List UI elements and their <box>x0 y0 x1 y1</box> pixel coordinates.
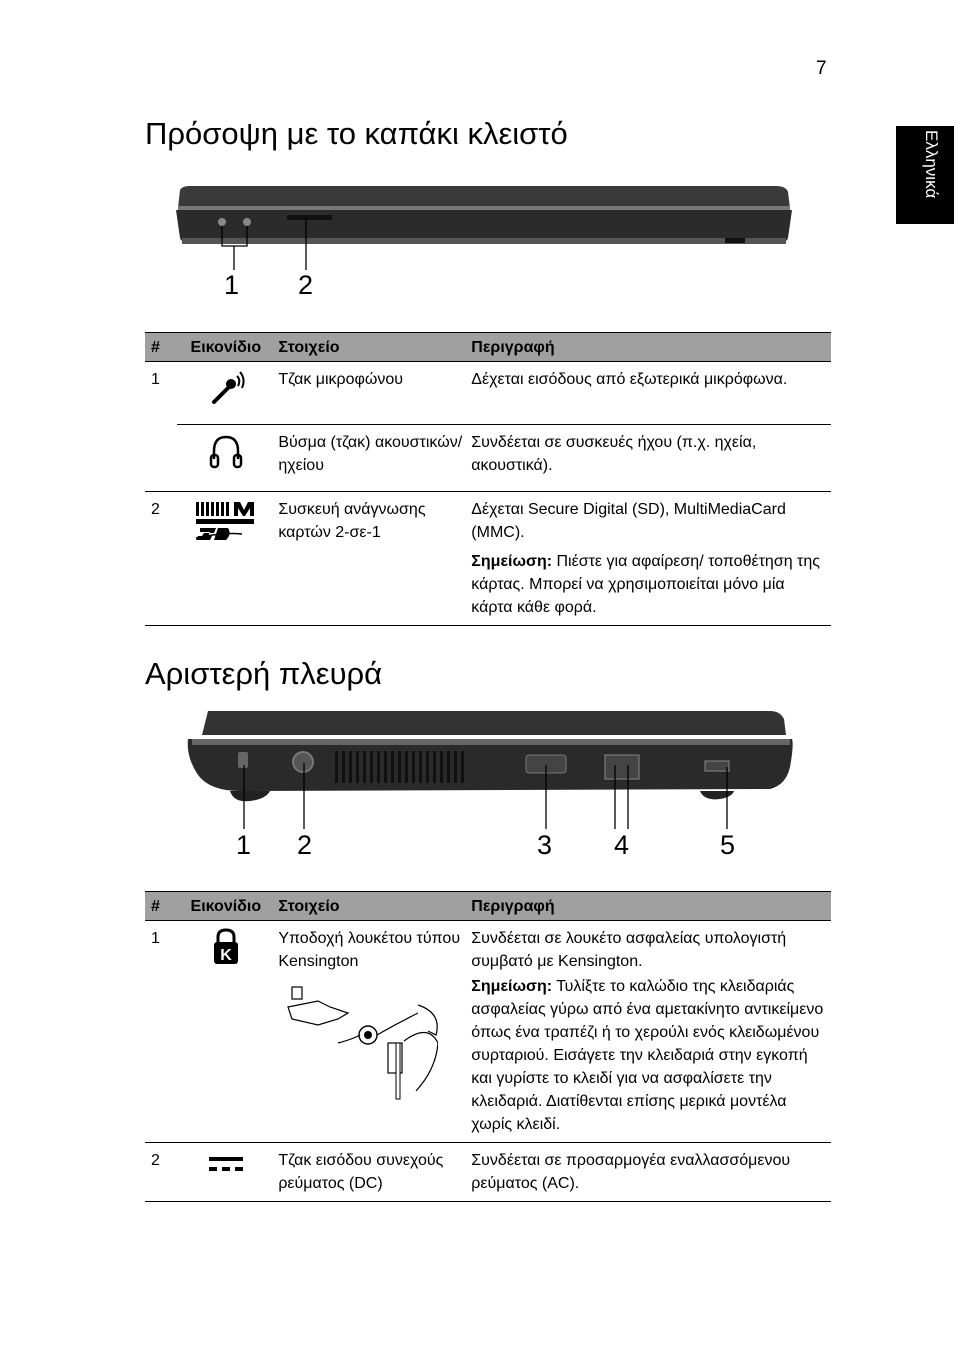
col-header-item: Στοιχείο <box>274 892 467 921</box>
kensington-lock-icon <box>208 927 244 967</box>
desc-cell: Δέχεται Secure Digital (SD), MultiMediaCard (MMC). <box>471 501 786 541</box>
page-number: 7 <box>816 58 827 79</box>
desc-cell: Συνδέεται σε προσαρμογέα εναλλασσόμενου ρεύματος (AC). <box>467 1143 831 1202</box>
table-row: 1 K Υποδοχή λουκέτου τύπου Kensington Συνδέεται σε λουκέτο ασφαλείας υπολογιστή συμβατό με Kensington. Σημείωση: Τυλίξτε το καλώδιο της κλειδαριάς ασφαλείας γύρω από ένα αμετακίνητο αντικείμενο όπως ένα τραπέζι ή το χερούλι ενός κλειδωμένου συρταριού. Εισάγετε την κλειδαριά στην εγκοπή και γυρίστε το κλειδί για να ασφαλίσετε την κλειδαριά. Διατίθενται επίσης μερικά μοντέλα χωρίς κλειδί. <box>145 921 831 1143</box>
desc-cell: Συνδέεται σε λουκέτο ασφαλείας υπολογιστή συμβατό με Kensington. <box>471 930 787 970</box>
headphones-icon <box>206 431 246 471</box>
item-cell: Υποδοχή λουκέτου τύπου Kensington <box>278 930 461 970</box>
microphone-icon <box>206 368 246 408</box>
note-text: Τυλίξτε το καλώδιο της κλειδαριάς ασφαλείας γύρω από ένα αμετακίνητο αντικείμενο όπως ένα τραπέζι ή το χερούλι ενός κλειδωμένου συρταριού. Εισάγετε την κλειδαριά στην εγκοπή και γυρίστε το κλειδί για να ασφαλίσετε την κλειδαριά. Διατίθενται επίσης μερικά μοντέλα χωρίς κλειδί. <box>471 978 824 1133</box>
language-tab <box>896 126 954 224</box>
section-title-front: Πρόσοψη με το καπάκι κλειστό <box>145 116 568 151</box>
svg-text:K: K <box>220 947 232 964</box>
col-header-desc: Περιγραφή <box>467 333 831 362</box>
col-header-icon: Εικονίδιο <box>177 892 274 921</box>
item-cell: Βύσμα (τζακ) ακουστικών/ηχείου <box>274 425 467 492</box>
col-header-num: # <box>145 892 177 921</box>
desc-cell: Δέχεται εισόδους από εξωτερικά μικρόφωνα. <box>467 362 831 425</box>
desc-cell: Συνδέεται σε συσκευές ήχου (π.χ. ηχεία, ακουστικά). <box>467 425 831 492</box>
laptop-front-illustration <box>170 182 800 307</box>
note-label: Σημείωση: <box>471 553 553 570</box>
laptop-left-side-illustration <box>180 705 800 835</box>
left-side-components-table <box>145 891 831 1202</box>
col-header-num: # <box>145 333 177 362</box>
col-header-desc: Περιγραφή <box>467 892 831 921</box>
callout-1: 1 <box>224 270 240 300</box>
callout-1: 1 <box>236 830 252 860</box>
col-header-item: Στοιχείο <box>274 333 467 362</box>
item-cell: Τζακ μικροφώνου <box>274 362 467 425</box>
language-tab-label: Ελληνικά <box>922 130 941 199</box>
dc-power-icon <box>206 1149 246 1179</box>
item-cell: Συσκευή ανάγνωσης καρτών 2-σε-1 <box>274 492 467 626</box>
table-row: 1 Τζακ μικροφώνου Δέχεται εισόδους από εξωτερικά μικρόφωνα. <box>145 362 831 425</box>
card-reader-icon <box>194 498 258 542</box>
section-title-left-side: Αριστερή πλευρά <box>145 656 383 691</box>
col-header-icon: Εικονίδιο <box>177 333 274 362</box>
item-cell: Τζακ εισόδου συνεχούς ρεύματος (DC) <box>274 1143 467 1202</box>
note-text: Πιέστε για αφαίρεση/ τοποθέτηση της κάρτας. Μπορεί να χρησιμοποιείται μόνο μία κάρτα κάθε φορά. <box>471 553 820 616</box>
front-components-table <box>145 332 831 626</box>
table-row: 2 Συσκευή ανάγνωσης καρτών 2-σε-1 Δέχεται Secure Digital (SD), MultiMediaCard (MMC). Σημείωση: Πιέστε για αφαίρεση/ τοποθέτηση της κάρτας. Μπορεί να χρησιμοποιείται μόνο μία κάρτα κάθε φορά. <box>145 492 831 626</box>
callout-4: 4 <box>614 830 630 860</box>
callout-5: 5 <box>720 830 736 860</box>
callout-2: 2 <box>298 270 314 300</box>
table-row <box>145 425 831 492</box>
callout-2: 2 <box>297 830 313 860</box>
lock-cable-diagram <box>278 983 438 1103</box>
callout-3: 3 <box>537 830 553 860</box>
note-label: Σημείωση: <box>471 978 553 995</box>
table-row: 2 Τζακ εισόδου συνεχούς ρεύματος (DC) Συνδέεται σε προσαρμογέα εναλλασσόμενου ρεύματος (AC). <box>145 1143 831 1202</box>
